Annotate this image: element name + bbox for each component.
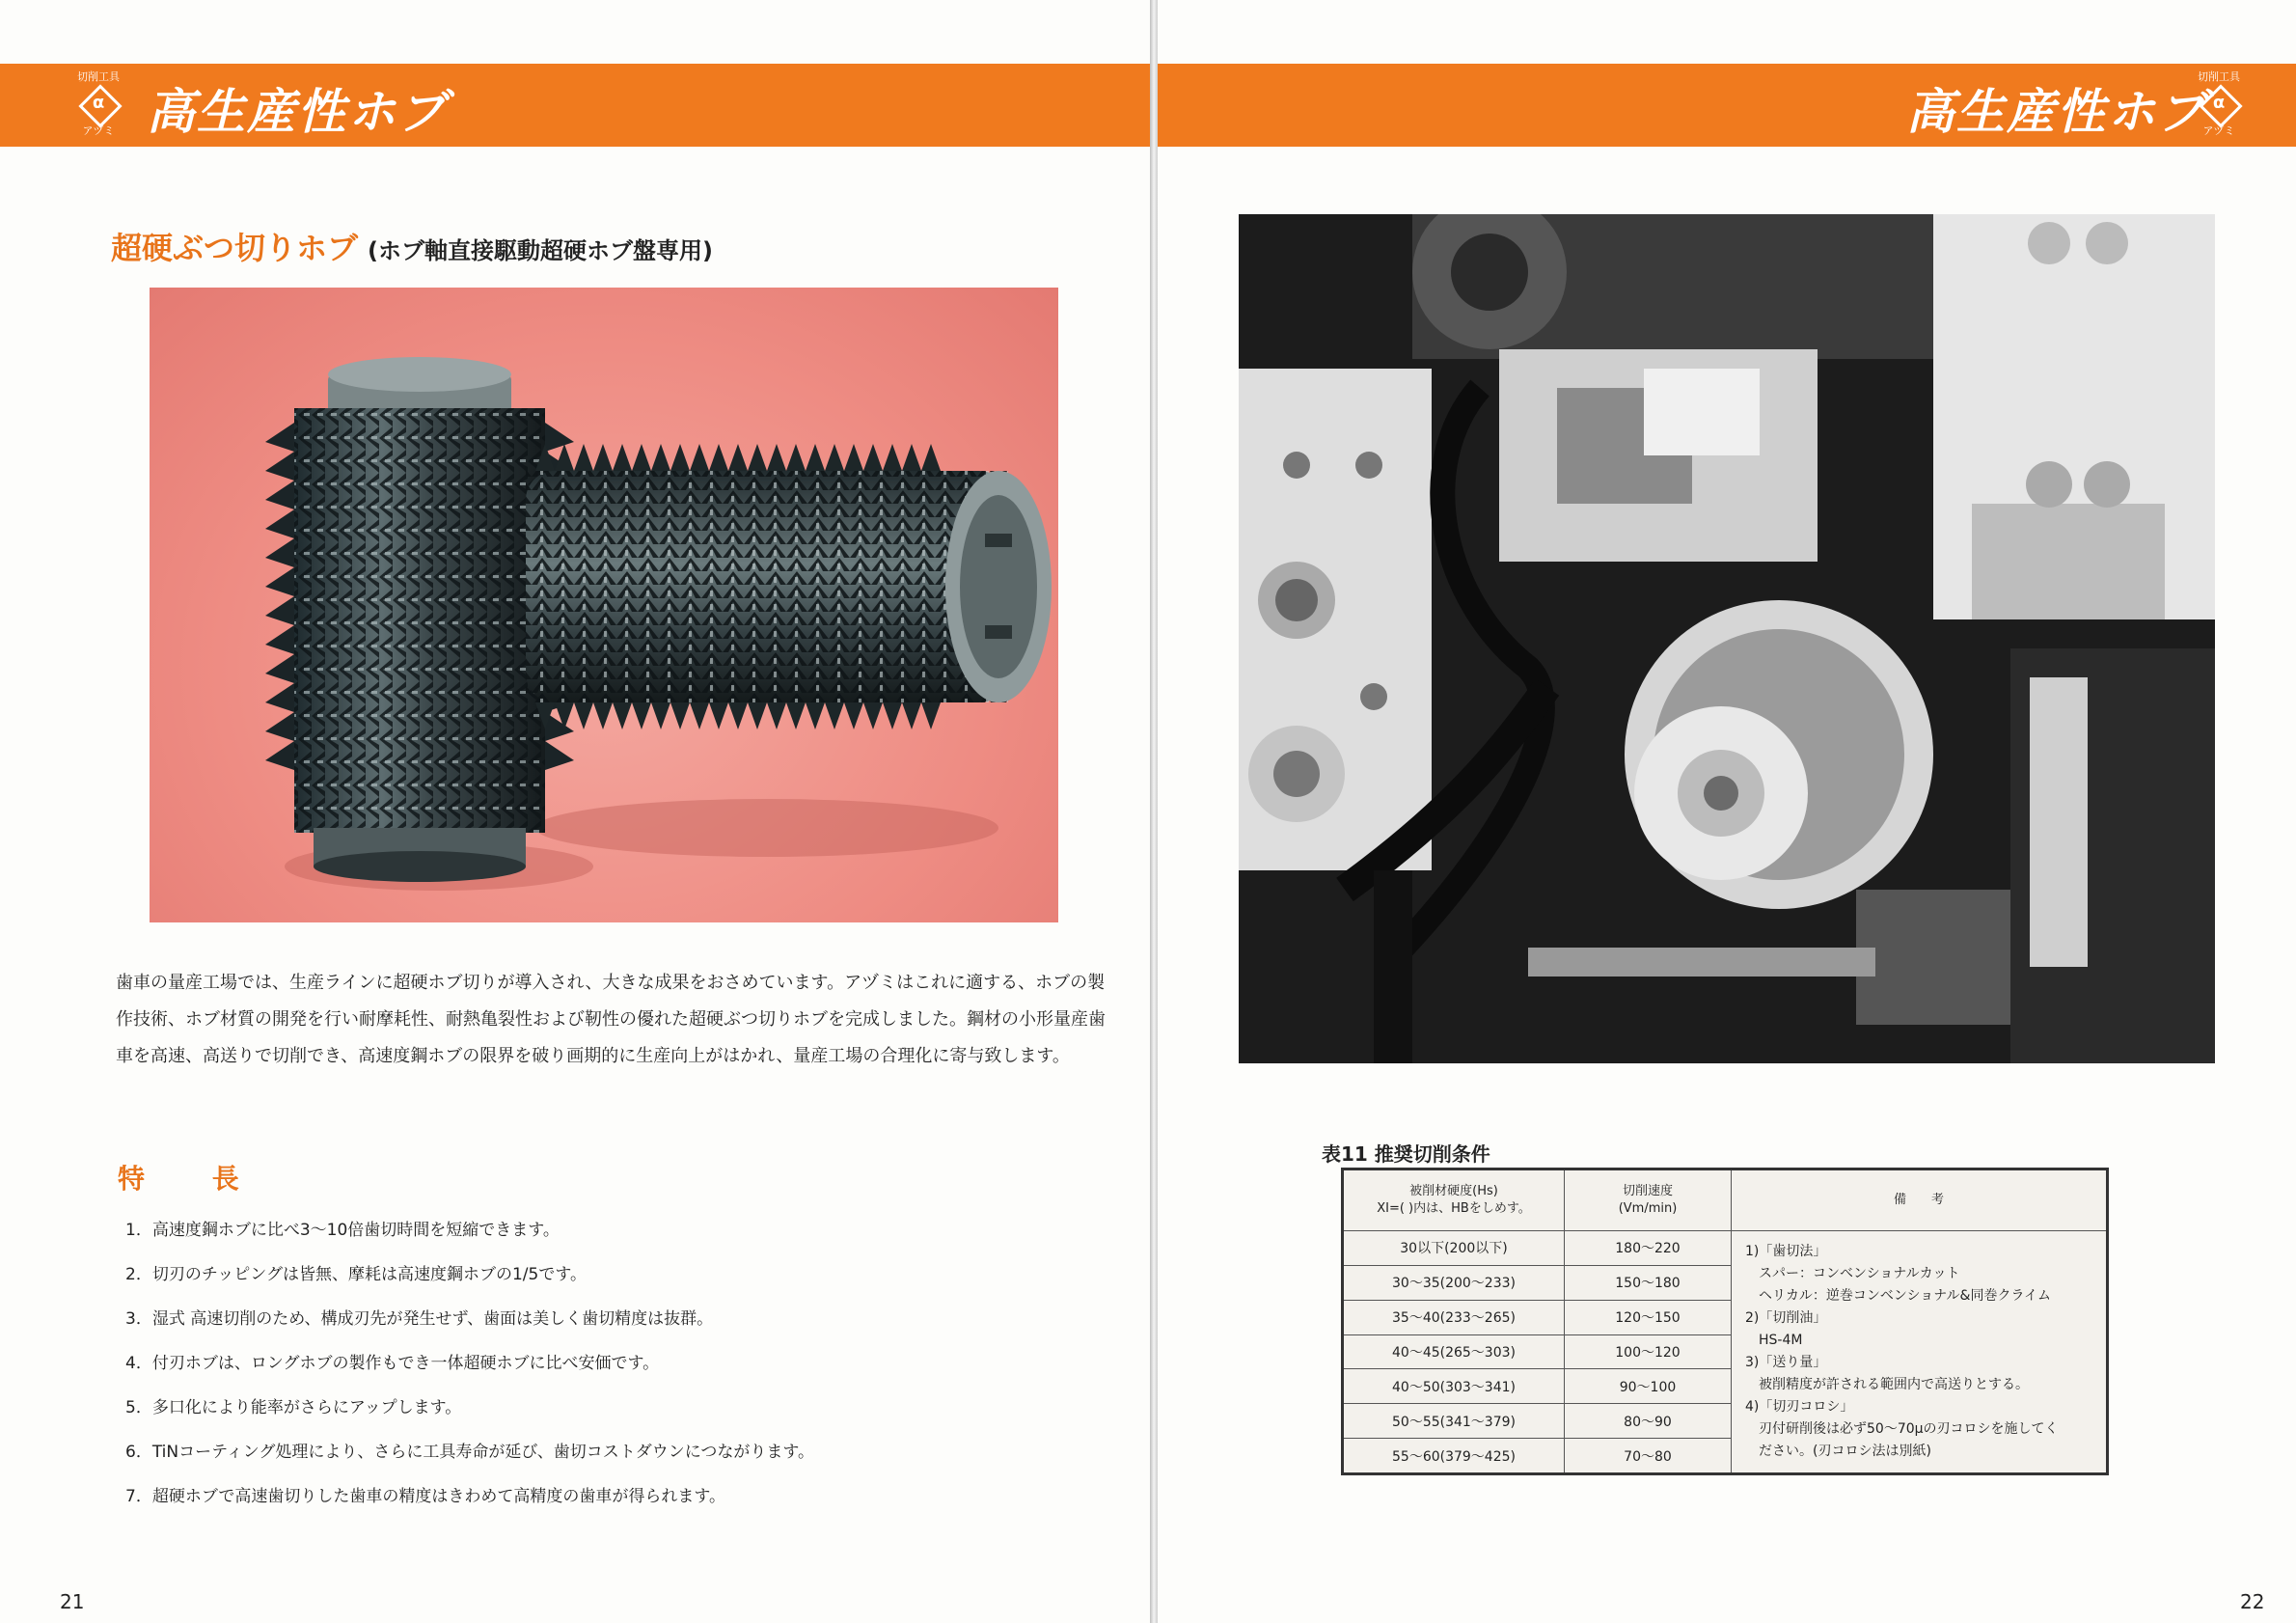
header-speed: 切削速度 (Vm/min)	[1565, 1169, 1732, 1231]
right-page	[1158, 0, 2296, 1623]
speed-cell: 70～80	[1565, 1439, 1732, 1474]
hob-cutters-image	[150, 288, 1058, 922]
feature-item: 1．高速度鋼ホブに比べ3～10倍歯切時間を短縮できます。	[125, 1221, 560, 1240]
material-cell: 40～45(265～303)	[1343, 1334, 1565, 1369]
table-header-row	[1343, 1169, 2108, 1231]
company-logo	[2180, 71, 2257, 141]
speed-cell: 100～120	[1565, 1334, 1732, 1369]
band-title: 高生産性ホブ	[1906, 84, 2207, 140]
speed-cell: 80～90	[1565, 1404, 1732, 1439]
page-number: 22	[2240, 1590, 2265, 1613]
feature-item: 6．TiNコーティング処理により、さらに工具寿命が延び、歯切コストダウンにつながります。	[125, 1443, 815, 1462]
logo-top-text: 切削工具	[77, 70, 120, 83]
speed-cell: 120～150	[1565, 1300, 1732, 1334]
header-band	[1158, 64, 2296, 147]
features-heading: 特 長	[118, 1163, 268, 1195]
hob-photo	[150, 288, 1058, 922]
book-gutter	[1150, 0, 1158, 1623]
table-caption: 表11 推奨切削条件	[1322, 1142, 1490, 1166]
feature-item: 5．多口化により能率がさらにアップします。	[125, 1398, 462, 1417]
page-number: 21	[60, 1590, 85, 1613]
feature-item: 3．湿式 高速切削のため、構成刃先が発生せず、歯面は美しく歯切精度は抜群。	[125, 1309, 714, 1329]
material-cell: 50～55(341～379)	[1343, 1404, 1565, 1439]
header-notes: 備 考	[1732, 1169, 2108, 1231]
features-list	[125, 1208, 1129, 1519]
logo-top-text: 切削工具	[2198, 70, 2240, 83]
diamond-logo-icon: α	[2200, 85, 2238, 124]
logo-bottom-text: アヅミ	[2202, 124, 2235, 137]
heading-main: 超硬ぶつ切りホブ	[111, 230, 359, 266]
feature-item: 4．付刃ホブは、ロングホブの製作もでき一体超硬ホブに比べ安価です。	[125, 1354, 660, 1373]
section-heading	[111, 224, 713, 268]
table-row	[1343, 1231, 2108, 1266]
diamond-logo-icon: α	[79, 85, 118, 124]
material-cell: 55～60(379～425)	[1343, 1439, 1565, 1474]
company-logo	[60, 71, 137, 141]
header-material: 被削材硬度(Hs) XI=( )内は、HBをしめす。	[1343, 1169, 1565, 1231]
speed-cell: 150～180	[1565, 1265, 1732, 1300]
speed-cell: 180～220	[1565, 1231, 1732, 1266]
logo-bottom-text: アヅミ	[82, 124, 115, 137]
band-title: 高生産性ホブ	[147, 84, 448, 140]
speed-cell: 90～100	[1565, 1369, 1732, 1404]
material-cell: 40～50(303～341)	[1343, 1369, 1565, 1404]
header-band	[0, 64, 1150, 147]
material-cell: 30～35(200～233)	[1343, 1265, 1565, 1300]
notes-cell: 1)「歯切法」 スパー：コンベンショナルカット ヘリカル：逆巻コンベンショナル&同巻クライム 2)「切削油」 HS-4M 3)「送り量」 被削精度が許される範囲内で高送りとする。 4)「切刃コロシ」 刃付研削後は必ず50～70μの刃コロシを施してく ださい。(刃コロシ法は別紙)	[1732, 1231, 2108, 1474]
heading-sub: (ホブ軸直接駆動超硬ホブ盤専用)	[368, 237, 713, 264]
cutting-conditions-table	[1341, 1168, 2109, 1475]
feature-item: 2．切刃のチッピングは皆無、摩耗は高速度鋼ホブの1/5です。	[125, 1265, 587, 1284]
material-cell: 30以下(200以下)	[1343, 1231, 1565, 1266]
intro-paragraph: 歯車の量産工場では、生産ラインに超硬ホブ切りが導入され、大きな成果をおさめています。アヅミはこれに適する、ホブの製作技術、ホブ材質の開発を行い耐摩耗性、耐熱亀裂性および靭性の優れた超硬ぶつ切りホブを完成しました。鋼材の小形量産歯車を高速、高送りで切削でき、高速度鋼ホブの限界を破り画期的に生産向上がはかれ、量産工場の合理化に寄与致します。	[116, 973, 1106, 1066]
hobbing-machine-image	[1239, 214, 2215, 1063]
feature-item: 7．超硬ホブで高速歯切りした歯車の精度はきわめて高精度の歯車が得られます。	[125, 1487, 725, 1506]
material-cell: 35～40(233～265)	[1343, 1300, 1565, 1334]
machine-photo	[1239, 214, 2215, 1063]
